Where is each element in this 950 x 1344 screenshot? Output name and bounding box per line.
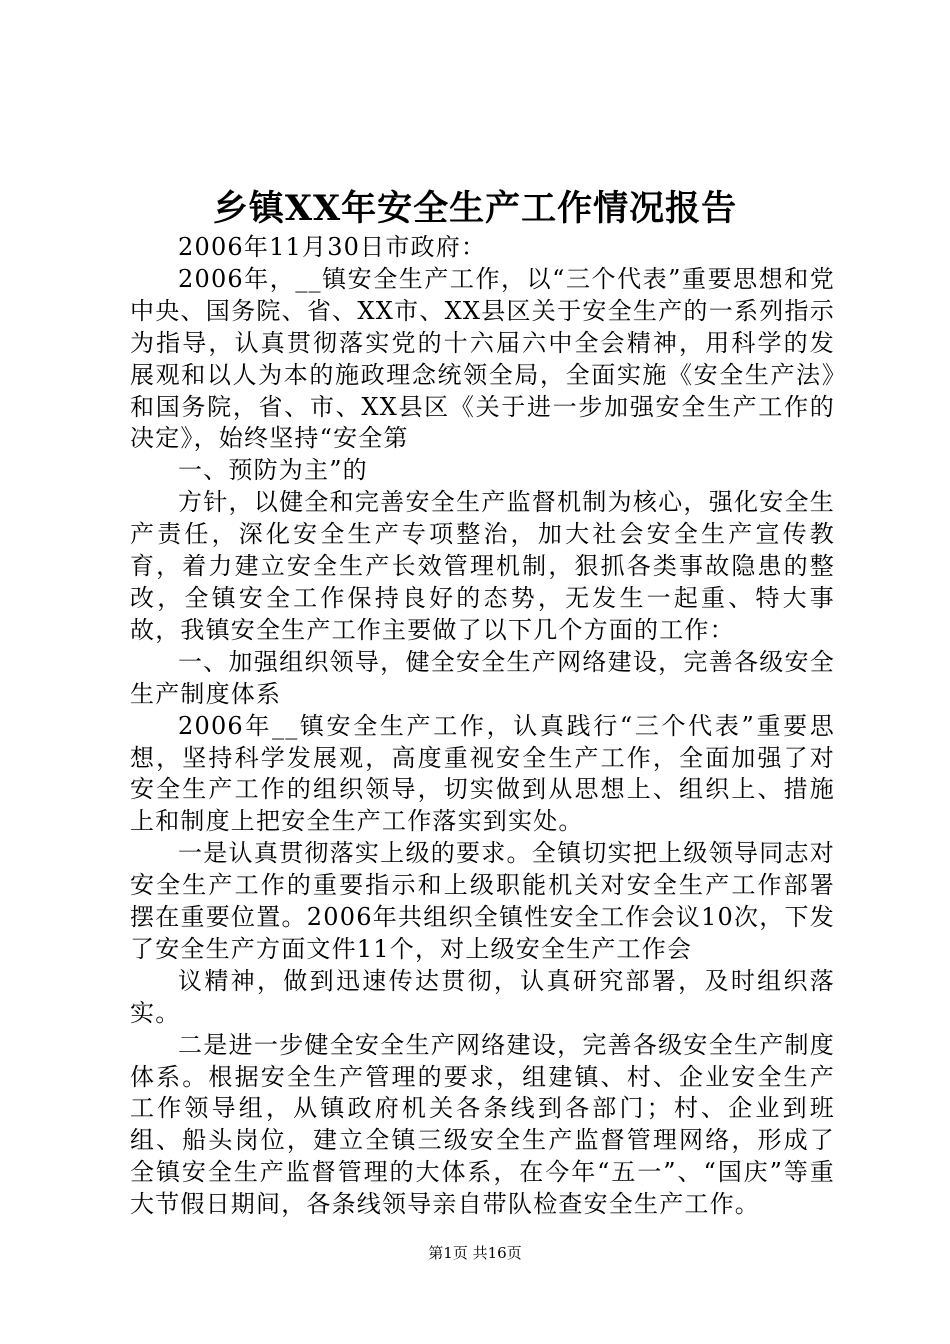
document-body xyxy=(130,232,835,1221)
paragraph-date-line: 2006年11月30日市政府： xyxy=(178,233,487,261)
section-heading-1: 一、加强组织领导，健全安全生产网络建设，完善各级安全生产制度体系 xyxy=(130,647,835,708)
paragraph-point-one: 一是认真贯彻落实上级的要求。全镇切实把上级领导同志对安全生产工作的重要指示和上级职能机关对安全生产工作部署摆在重要位置。2006年共组织全镇性安全工作会议10次，下发了安全生产方面文件11个，对上级安全生产工作会 xyxy=(130,839,835,963)
paragraph-point-one-continued: 议精神，做到迅速传达贯彻，认真研究部署，及时组织落实。 xyxy=(130,966,835,1027)
paragraph-point-two: 二是进一步健全安全生产网络建设，完善各级安全生产制度体系。根据安全生产管理的要求，组建镇、村、企业安全生产工作领导组，从镇政府机关各条线到各部门；村、企业到班组、船头岗位，建立全镇三级安全生产监督管理网络，形成了全镇安全生产监督管理的大体系，在今年“五一”、“国庆”等重大节假日期间，各条线领导亲自带队检查安全生产工作。 xyxy=(130,1030,835,1219)
paragraph-policy: 方针，以健全和完善安全生产监督机制为核心，强化安全生产责任，深化安全生产专项整治，加大社会安全生产宣传教育，着力建立安全生产长效管理机制，狠抓各类事故隐患的整改，全镇安全工作保持良好的态势，无发生一起重、特大事故，我镇安全生产工作主要做了以下几个方面的工作： xyxy=(130,488,835,644)
paragraph-leadership: 2006年__镇安全生产工作，认真践行“三个代表”重要思想，坚持科学发展观，高度重视安全生产工作，全面加强了对安全生产工作的组织领导，切实做到从思想上、组织上、措施上和制度上把安全生产工作落实到实处。 xyxy=(130,711,835,836)
paragraph-intro: 2006年，__镇安全生产工作，以“三个代表”重要思想和党中央、国务院、省、XX市、XX县区关于安全生产的一系列指示为指导，认真贯彻落实党的十六届六中全会精神，用科学的发展观和以人为本的施政理念统领全局，全面实施《安全生产法》和国务院，省、市、XX县区《关于进一步加强安全生产工作的决定》，始终坚持“安全第 xyxy=(130,264,835,453)
document-title: 乡镇XX年安全生产工作情况报告 xyxy=(212,188,738,229)
paragraph-principle: 一、预防为主”的 xyxy=(178,456,368,485)
page-number-footer: 第1页 共16页 xyxy=(428,1244,522,1262)
